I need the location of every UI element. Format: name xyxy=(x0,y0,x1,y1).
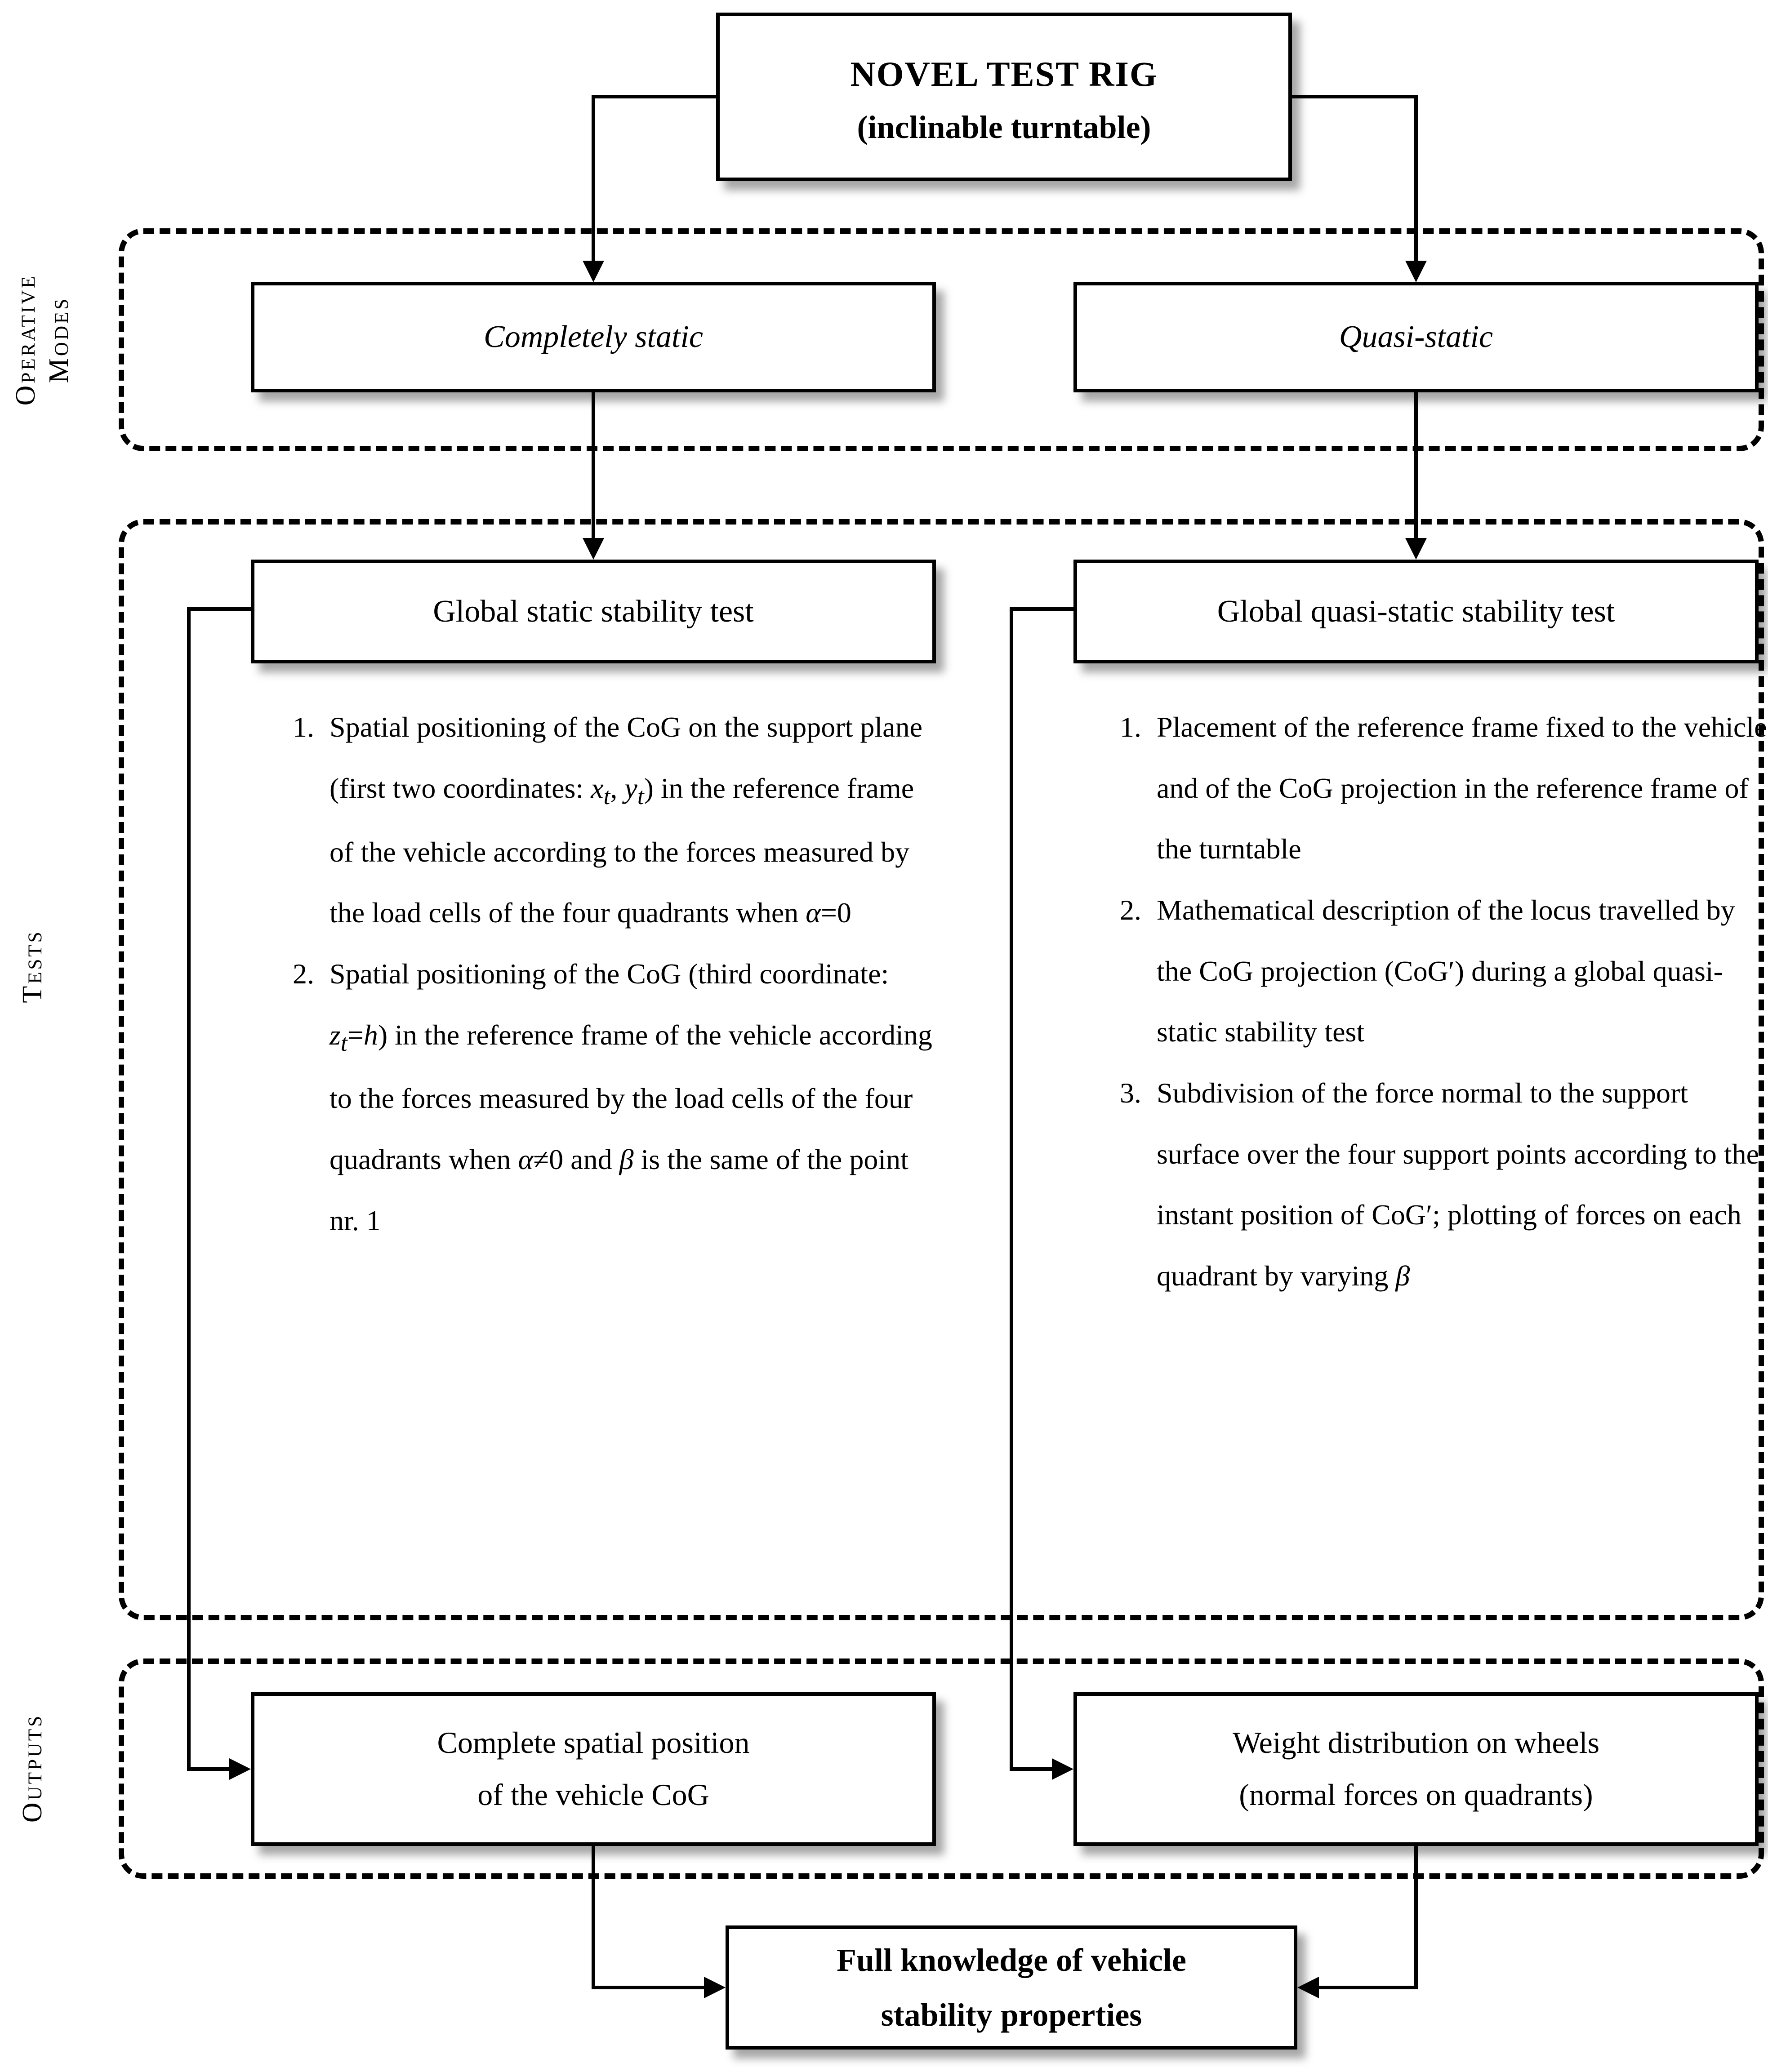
novel-test-rig-title: NOVEL TEST RIG xyxy=(850,54,1158,93)
outputs-side-label: Outputs xyxy=(17,1713,48,1823)
quasi-static-test-steps-list xyxy=(1104,697,1768,1307)
full-knowledge-line2: stability properties xyxy=(881,1997,1142,2033)
quasi-static-box xyxy=(1073,282,1759,392)
global-quasi-static-test-title: Global quasi-static stability test xyxy=(1217,594,1615,629)
weight-distribution-output-line1: Weight distribution on wheels xyxy=(1232,1725,1600,1760)
static-test-step: 1. Spatial positioning of the CoG on the support plane (first two coordinates: $x_t$, $y_t$) in the reference frame of the vehicle according to the forces measured by the load cells of the four quadrants when α=0 xyxy=(321,697,942,943)
global-static-test-title: Global static stability test xyxy=(433,594,754,629)
global-static-test-box xyxy=(251,560,936,663)
connector-left-output-to-final-h xyxy=(592,1986,705,1989)
novel-test-rig-box xyxy=(716,13,1292,181)
operative-modes-label-line2: Modes xyxy=(44,296,75,383)
connector-right-output-to-final-h xyxy=(1318,1986,1418,1989)
arrowhead-into-final-right xyxy=(1297,1977,1319,1998)
connector-left-output-to-final-v xyxy=(592,1846,595,1989)
connector-static-test-exit-h xyxy=(189,607,254,611)
completely-static-box xyxy=(251,282,936,392)
static-test-steps xyxy=(276,697,942,1251)
operative-modes-side-label xyxy=(9,180,85,499)
connector-quasi-test-to-output-v xyxy=(1010,607,1013,1771)
full-knowledge-line1: Full knowledge of vehicle xyxy=(837,1942,1186,1978)
cog-position-output-line1: Complete spatial position xyxy=(437,1725,750,1760)
connector-right-output-to-final-v xyxy=(1414,1846,1418,1989)
connector-static-to-test-v xyxy=(592,392,595,539)
quasi-static-test-step: 1. Placement of the reference frame fixed to the vehicle and of the CoG projection in the reference frame of the turntable xyxy=(1149,697,1768,880)
quasi-static-label: Quasi-static xyxy=(1339,320,1493,354)
arrowhead-into-final-left xyxy=(704,1977,726,1998)
connector-quasi-to-test-v xyxy=(1414,392,1418,539)
cog-position-output-box xyxy=(251,1692,936,1846)
weight-distribution-output-box xyxy=(1073,1692,1759,1846)
connector-quasi-test-exit-h xyxy=(1011,607,1077,611)
tests-side-label: Tests xyxy=(17,929,48,1003)
novel-test-rig-subtitle: (inclinable turntable) xyxy=(857,109,1151,146)
static-test-step: 2. Spatial positioning of the CoG (third coordinate: $z_t=h$) in the reference frame of the vehicle according to the forces measured by the load cells of the four quadrants when α≠0 and β is the same of the point nr. 1 xyxy=(321,943,942,1251)
weight-distribution-output-line2: (normal forces on quadrants) xyxy=(1239,1778,1593,1812)
cog-position-output-line2: of the vehicle CoG xyxy=(477,1778,709,1812)
global-quasi-static-test-box xyxy=(1073,560,1759,663)
full-knowledge-box xyxy=(726,1925,1297,2050)
quasi-static-test-step: 2. Mathematical description of the locus travelled by the CoG projection (CoG′) during a global quasi-static stability test xyxy=(1149,880,1768,1063)
completely-static-label: Completely static xyxy=(484,320,703,354)
quasi-static-test-step: 3. Subdivision of the force normal to the support surface over the four support points according to the instant position of CoG′; plotting of forces on each quadrant by varying β xyxy=(1149,1063,1768,1307)
quasi-static-test-steps xyxy=(1104,697,1768,1307)
connector-title-to-static-h xyxy=(593,95,720,98)
connector-title-to-quasi-h xyxy=(1288,95,1418,98)
operative-modes-label-line1: Operative xyxy=(10,274,41,406)
connector-static-test-to-output-v xyxy=(187,607,191,1771)
static-test-steps-list xyxy=(276,697,942,1251)
